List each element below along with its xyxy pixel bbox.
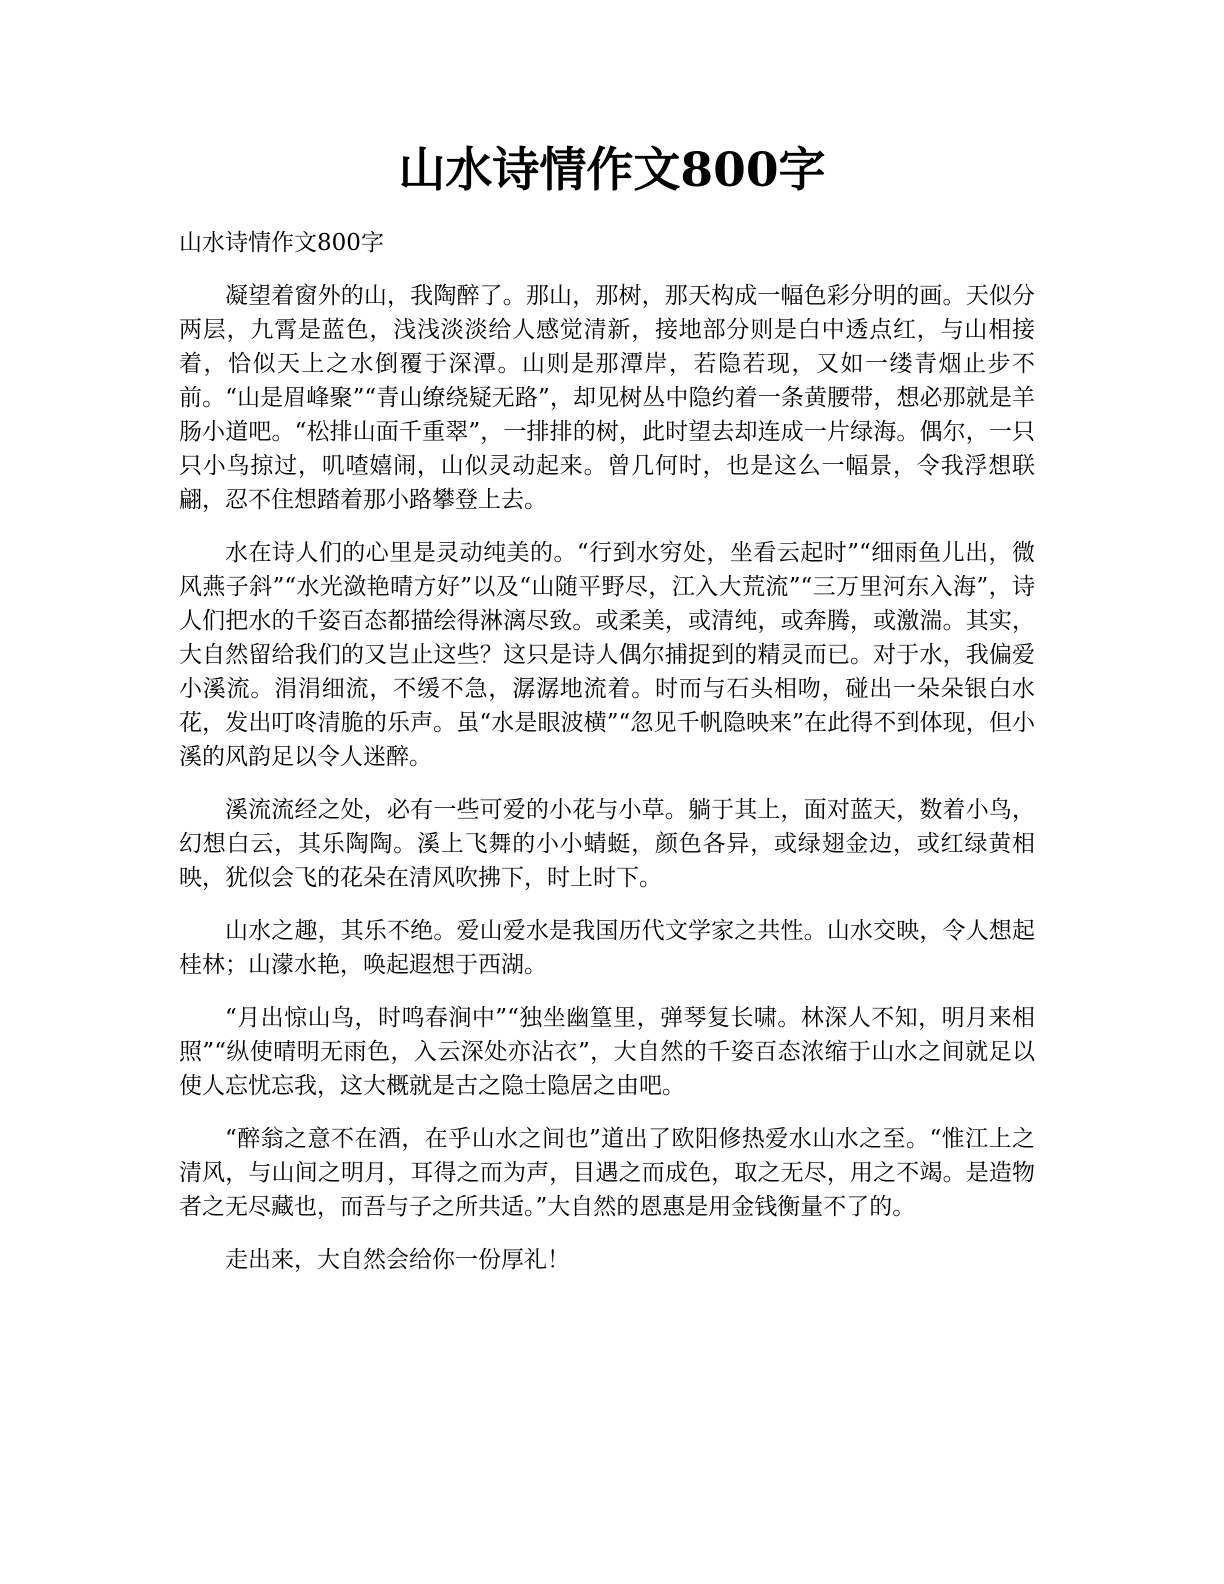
document-body — [179, 226, 1035, 1296]
paragraph-hermit-poems: “月出惊山鸟，时鸣春涧中”“独坐幽篁里，弹琴复长啸。林深人不知，明月来相照”“纵使晴明无雨色，入云深处亦沾衣”，大自然的千姿百态浓缩于山水之间就足以使人忘忧忘我，这大概就是古之隐士隐居之由吧。 — [179, 1005, 1035, 1099]
paragraph-water-poetry: 水在诗人们的心里是灵动纯美的。“行到水穷处，坐看云起时”“细雨鱼儿出，微风燕子斜”“水光潋艳晴方好”以及“山随平野尽，江入大荒流”“三万里河东入海”，诗人们把水的千姿百态都描绘得淋漓尽致。或柔美，或清纯，或奔腾，或激湍。其实，大自然留给我们的又岂止这些？这只是诗人偶尔捕捉到的精灵而已。对于水，我偏爱小溪流。涓涓细流，不缓不急，潺潺地流着。时而与石头相吻，碰出一朵朵银白水花，发出叮咚清脆的乐声。虽“水是眼波横”“忽见千帆隐映来”在此得不到体现，但小溪的风韵足以令人迷醉。 — [179, 540, 1035, 770]
paragraph-conclusion: 走出来，大自然会给你一份厚礼！ — [225, 1247, 570, 1273]
paragraph-stream-flowers: 溪流流经之处，必有一些可爱的小花与小草。躺于其上，面对蓝天，数着小鸟，幻想白云，其乐陶陶。溪上飞舞的小小蜻蜓，颜色各异，或绿翅金边，或红绿黄相映，犹似会飞的花朵在清风吹拂下，时上时下。 — [179, 797, 1035, 891]
document-subtitle: 山水诗情作文800字 — [179, 230, 384, 256]
document-title: 山水诗情作文800字 — [398, 143, 826, 198]
paragraph-mountain-view: 凝望着窗外的山，我陶醉了。那山，那树，那天构成一幅色彩分明的画。天似分两层，九霄是蓝色，浅浅淡淡给人感觉清新，接地部分则是白中透点红，与山相接着，恰似天上之水倒覆于深潭。山则是那潭岸，若隐若现，又如一缕青烟止步不前。“山是眉峰聚”“青山缭绕疑无路”，却见树丛中隐约着一条黄腰带，想必那就是羊肠小道吧。“松排山面千重翠”，一排排的树，此时望去却连成一片绿海。偶尔，一只只小鸟掠过，叽喳嬉闹，山似灵动起来。曾几何时，也是这么一幅景，令我浮想联翩，忍不住想踏着那小路攀登上去。 — [179, 283, 1035, 513]
paragraph-landscape-joy: 山水之趣，其乐不绝。爱山爱水是我国历代文学家之共性。山水交映，令人想起桂林；山濛水艳，唤起遐想于西湖。 — [179, 918, 1035, 978]
paragraph-ouyang-xiu: “醉翁之意不在酒，在乎山水之间也”道出了欧阳修热爱水山水之至。“惟江上之清风，与山间之明月，耳得之而为声，目遇之而成色，取之无尽，用之不竭。是造物者之无尽藏也，而吾与子之所共适。”大自然的恩惠是用金钱衡量不了的。 — [179, 1126, 1035, 1220]
